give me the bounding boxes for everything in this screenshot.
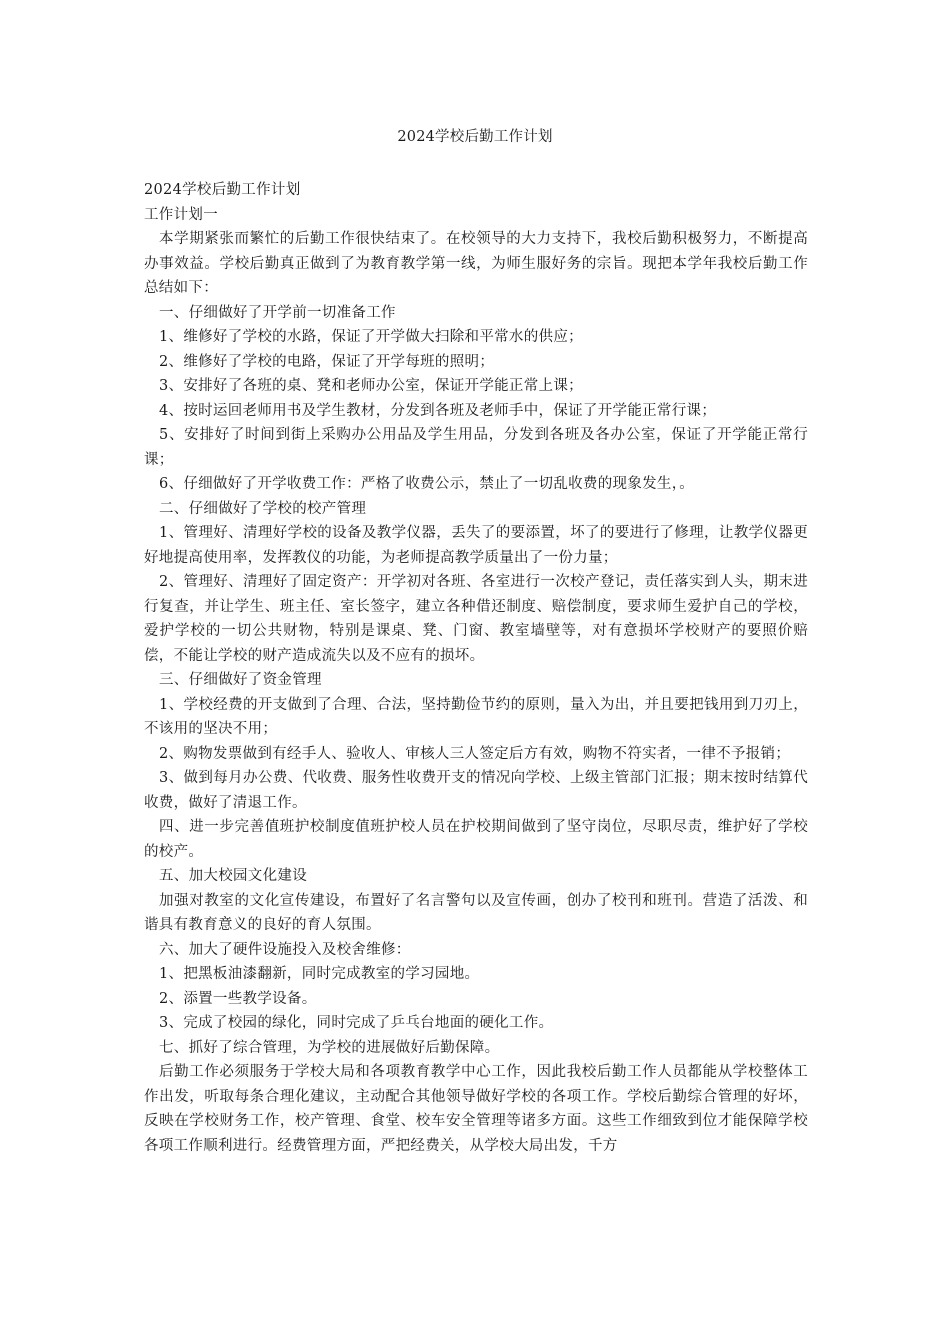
paragraph: 5、安排好了时间到街上采购办公用品及学生用品，分发到各班及各办公室，保证了开学能正常行课； bbox=[144, 427, 808, 468]
paragraph: 后勤工作必须服务于学校大局和各项教育教学中心工作，因此我校后勤工作人员都能从学校整体工作出发，听取每条合理化建议，主动配合其他领导做好学校的各项工作。学校后勤综合管理的好坏，反映在学校财务工作，校产管理、食堂、校车安全管理等诸多方面。这些工作细致到位才能保障学校各项工作顺利进行。经费管理方面，严把经费关，从学校大局出发，千方 bbox=[144, 1064, 808, 1154]
paragraph: 2、购物发票做到有经手人、验收人、审核人三人签定后方有效，购物不符实者，一律不予报销； bbox=[159, 745, 791, 762]
paragraph: 六、加大了硬件设施投入及校舍维修： bbox=[159, 941, 411, 958]
paragraph: 3、完成了校园的绿化，同时完成了乒乓台地面的硬化工作。 bbox=[159, 1015, 554, 1031]
paragraph: 三、仔细做好了资金管理 bbox=[159, 672, 322, 688]
paragraph: 3、安排好了各班的桌、凳和老师办公室，保证开学能正常上课； bbox=[159, 378, 583, 394]
document-body bbox=[144, 178, 808, 1158]
paragraph: 1、把黑板油漆翻新，同时完成教室的学习园地。 bbox=[159, 966, 480, 982]
paragraph: 一、仔细做好了开学前一切准备工作 bbox=[159, 304, 396, 321]
paragraph: 二、仔细做好了学校的校产管理 bbox=[159, 500, 367, 517]
paragraph: 加强对教室的文化宣传建设，布置好了名言警句以及宣传画，创办了校刊和班刊。营造了活泼、和谐具有教育意义的良好的育人氛围。 bbox=[144, 892, 808, 933]
paragraph: 2、添置一些教学设备。 bbox=[159, 990, 317, 1007]
document-title: 2024学校后勤工作计划 bbox=[397, 129, 553, 145]
paragraph: 四、进一步完善值班护校制度值班护校人员在护校期间做到了坚守岗位，尽职尽责，维护好了学校的校产。 bbox=[144, 819, 808, 860]
paragraph: 2、管理好、清理好了固定资产：开学初对各班、各室进行一次校产登记，责任落实到人头，期末进行复查，并让学生、班主任、室长签字，建立各种借还制度、赔偿制度，要求师生爱护自己的学校，爱护学校的一切公共财物，特别是课桌、凳、门窗、教室墙壁等，对有意损坏学校财产的要照价赔偿，不能让学校的财产造成流失以及不应有的损坏。 bbox=[144, 574, 808, 664]
paragraph: 工作计划一 bbox=[144, 206, 218, 223]
paragraph: 七、抓好了综合管理，为学校的进展做好后勤保障。 bbox=[159, 1039, 500, 1056]
paragraph: 1、管理好、清理好学校的设备及教学仪器，丢失了的要添置，坏了的要进行了修理，让教学仪器更好地提高使用率，发挥教仪的功能，为老师提高教学质量出了一份力量； bbox=[144, 525, 808, 566]
paragraph: 4、按时运回老师用书及学生教材，分发到各班及老师手中，保证了开学能正常行课； bbox=[159, 402, 717, 419]
paragraph: 2024学校后勤工作计划 bbox=[144, 182, 301, 198]
paragraph: 本学期紧张而繁忙的后勤工作很快结束了。在校领导的大力支持下，我校后勤积极努力，不断提高办事效益。学校后勤真正做到了为教育教学第一线，为师生服好务的宗旨。现把本学年我校后勤工作总结如下： bbox=[144, 231, 808, 296]
paragraph: 3、做到每月办公费、代收费、服务性收费开支的情况向学校、上级主管部门汇报；期末按时结算代收费，做好了清退工作。 bbox=[144, 770, 808, 811]
paragraph: 2、维修好了学校的电路，保证了开学每班的照明； bbox=[159, 353, 495, 370]
paragraph: 1、维修好了学校的水路，保证了开学做大扫除和平常水的供应； bbox=[159, 329, 583, 345]
paragraph: 五、加大校园文化建设 bbox=[159, 868, 307, 884]
paragraph: 1、学校经费的开支做到了合理、合法，坚持勤俭节约的原则，量入为出，并且要把钱用到刀刃上，不该用的坚决不用； bbox=[144, 696, 808, 737]
paragraph: 6、仔细做好了开学收费工作：严格了收费公示，禁止了一切乱收费的现象发生，。 bbox=[159, 476, 695, 492]
